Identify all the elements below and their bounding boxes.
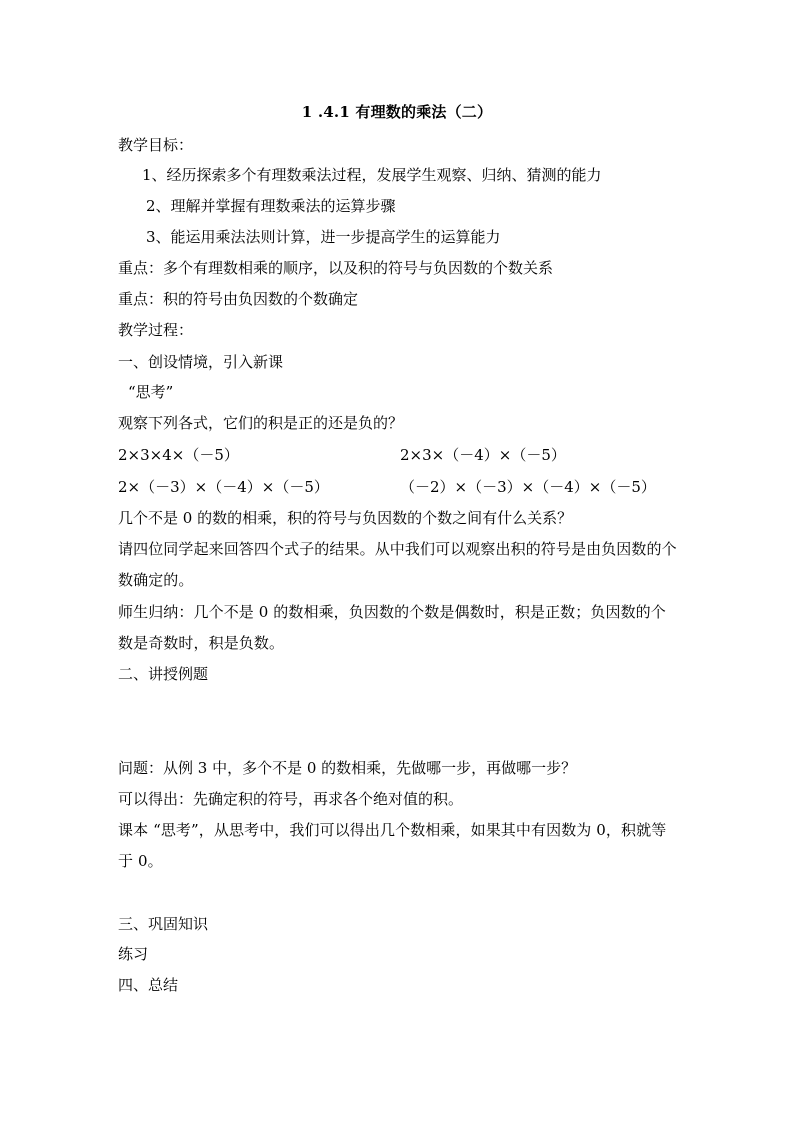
expression-3: 2×（－3）×（－4）×（－5） (118, 478, 329, 496)
key-point-1: 重点：多个有理数相乘的顺序，以及积的符号与负因数的个数关系 (118, 259, 554, 277)
process-heading: 教学过程： (118, 321, 194, 339)
think-label: “思考” (128, 383, 174, 401)
answer-paragraph: 请四位同学起来回答四个式子的结果。从中我们可以观察出积的符号是由负因数的个数确定的。 (118, 540, 677, 589)
section-1-heading: 一、创设情境，引入新课 (118, 353, 284, 371)
practice-label: 练习 (118, 945, 149, 963)
objective-item-1: 1、经历探索多个有理数乘法过程，发展学生观察、归纳、猜测的能力 (142, 166, 602, 184)
question-line: 问题：从例 3 中，多个不是 0 的数相乘，先做哪一步，再做哪一步？ (118, 759, 577, 777)
conclusion-line: 可以得出：先确定积的符号，再求各个绝对值的积。 (118, 790, 464, 808)
relation-question: 几个不是 0 的数的相乘，积的符号与负因数的个数之间有什么关系？ (118, 509, 573, 527)
expression-1: 2×3×4×（－5） (118, 446, 239, 464)
section-3-heading: 三、巩固知识 (118, 915, 209, 933)
document-title: 1 .4.1 有理数的乘法（二） (301, 103, 493, 121)
objective-item-2: 2、理解并掌握有理数乘法的运算步骤 (146, 197, 396, 215)
section-4-heading: 四、总结 (118, 976, 179, 994)
summary-paragraph: 师生归纳：几个不是 0 的数相乘，负因数的个数是偶数时，积是正数；负因数的个数是奇数时，积是负数。 (118, 603, 666, 652)
textbook-paragraph: 课本 “思考”，从思考中，我们可以得出几个数相乘，如果其中有因数为 0，积就等于 0。 (118, 821, 667, 870)
expression-4: （－2）×（－3）×（－4）×（－5） (400, 478, 656, 496)
key-point-2: 重点：积的符号由负因数的个数确定 (118, 290, 359, 308)
expression-2: 2×3×（－4）×（－5） (400, 446, 566, 464)
objectives-heading: 教学目标： (118, 136, 194, 154)
section-2-heading: 二、讲授例题 (118, 665, 209, 683)
objective-item-3: 3、能运用乘法法则计算，进一步提高学生的运算能力 (146, 228, 501, 246)
observe-question: 观察下列各式，它们的积是正的还是负的？ (118, 414, 404, 432)
